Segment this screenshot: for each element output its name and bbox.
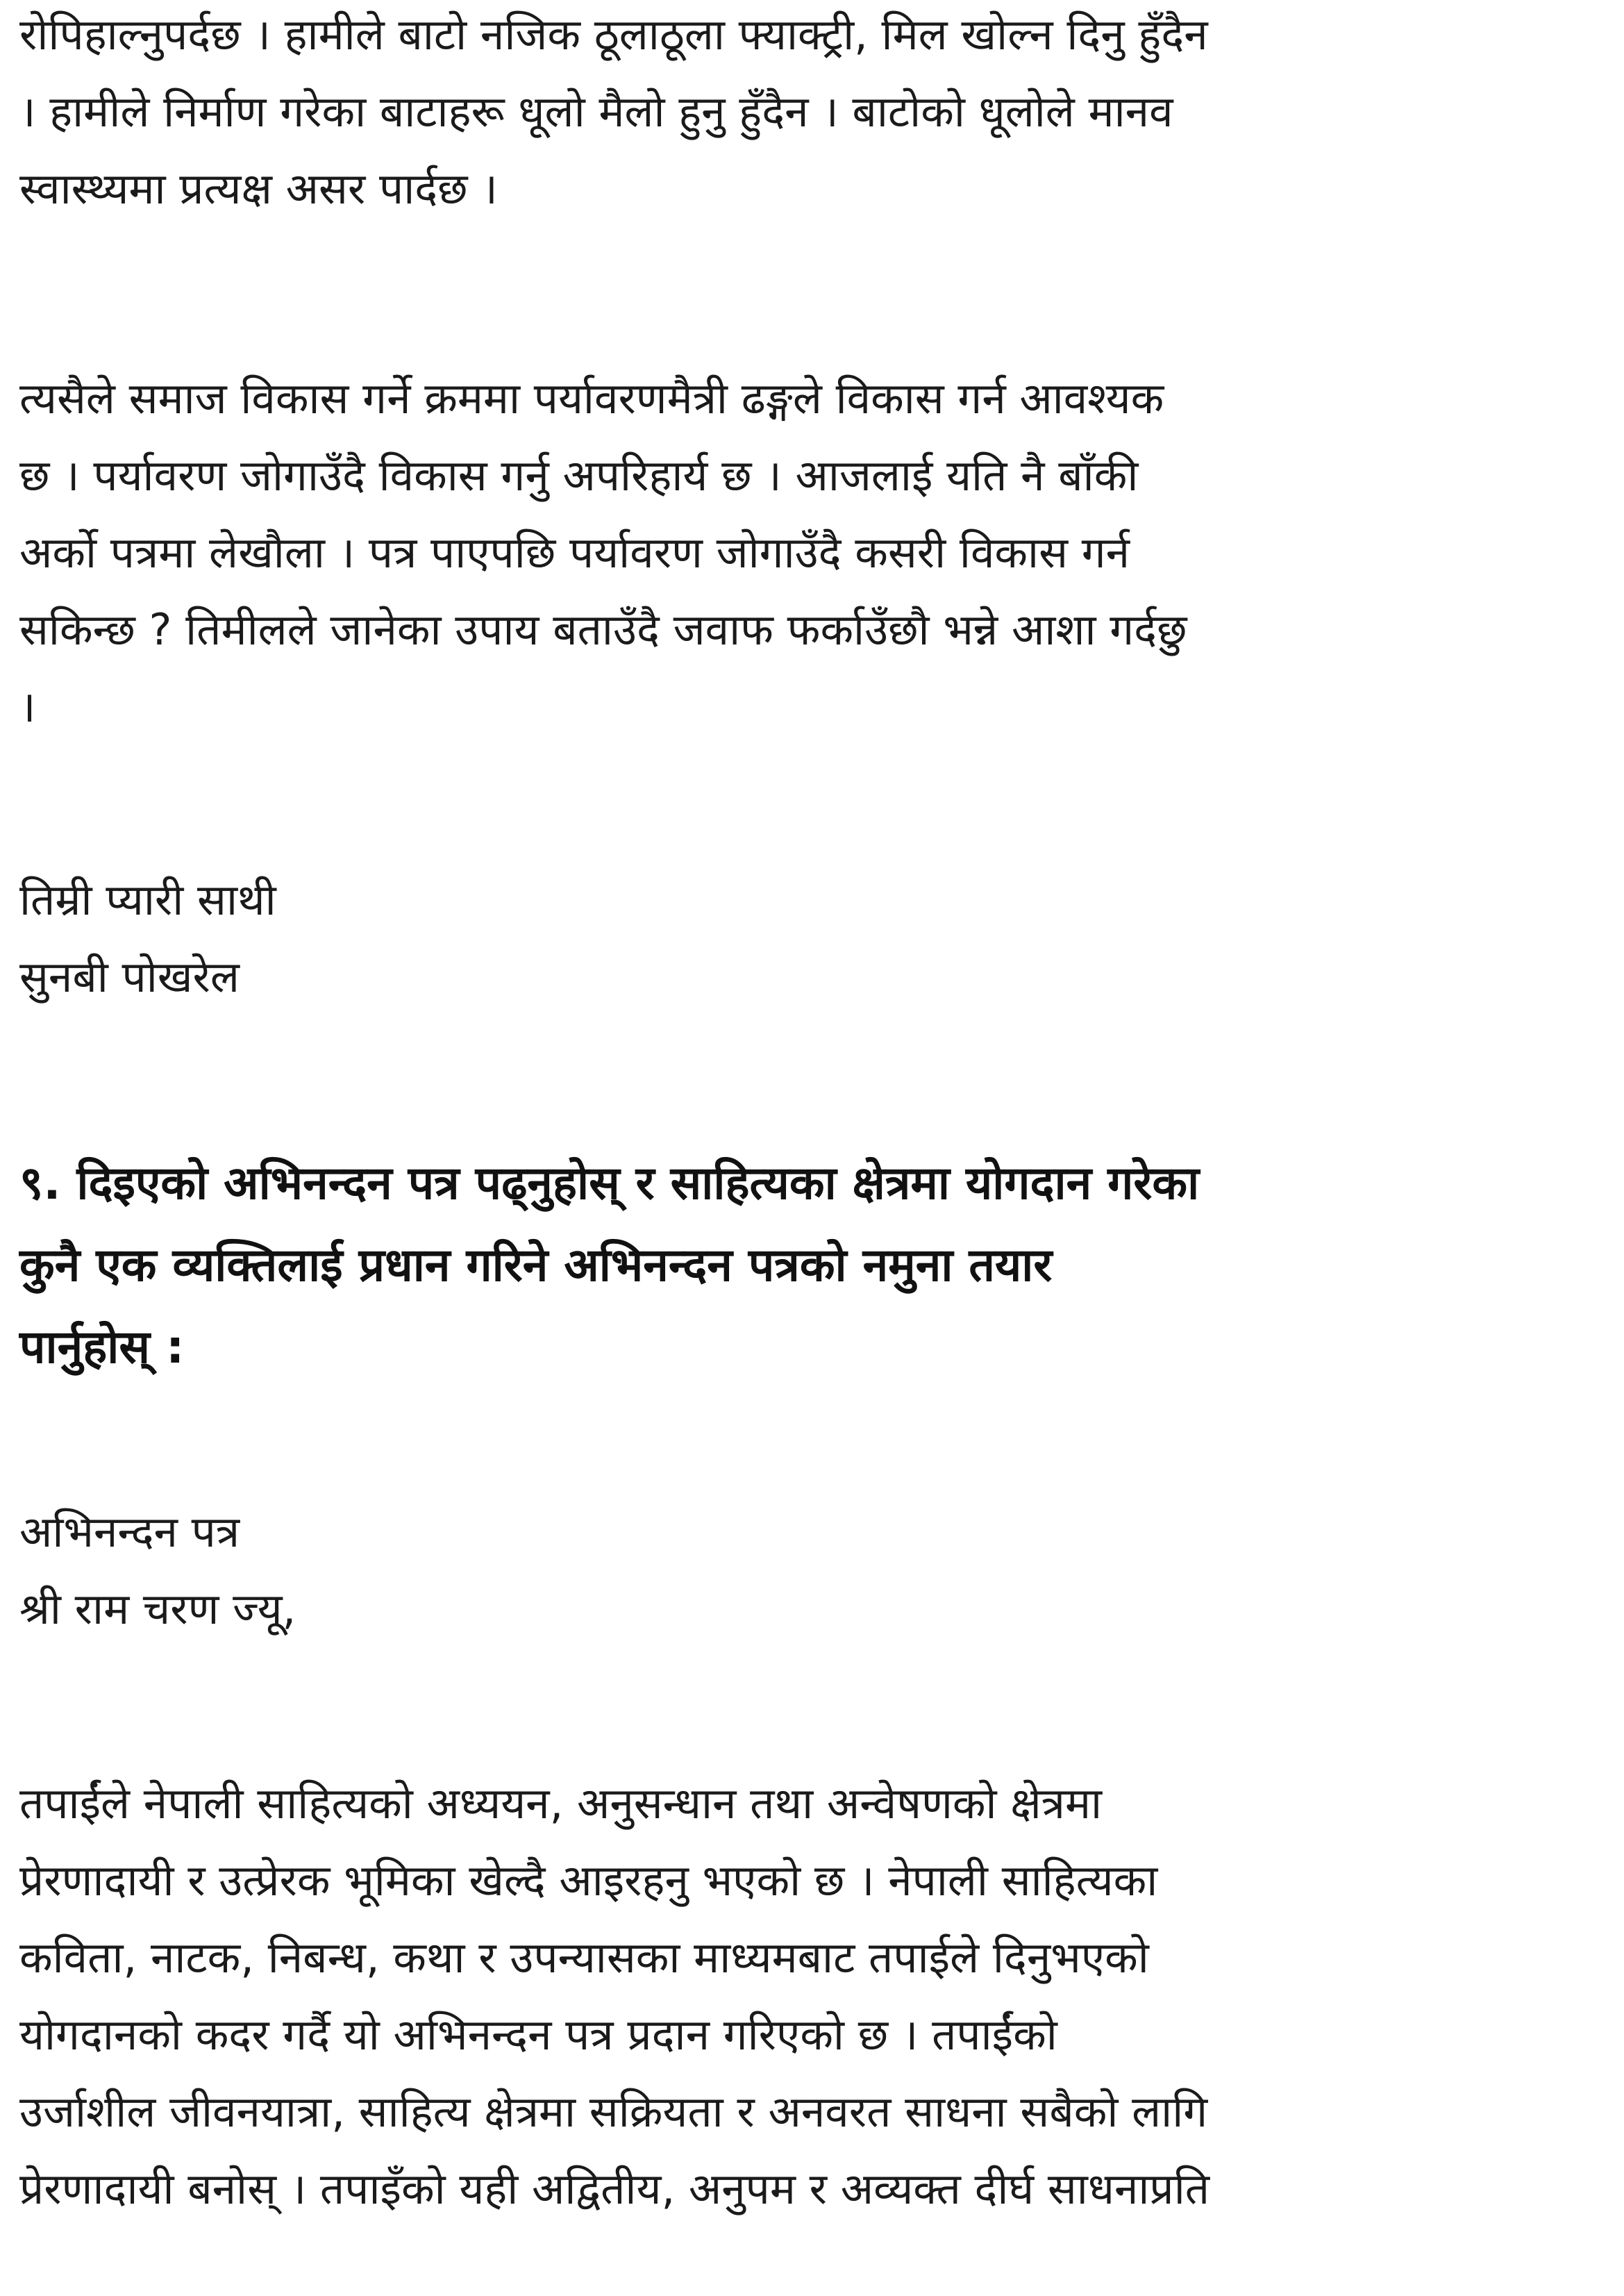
paragraph-line: त्यसैले समाज विकास गर्ने क्रममा पर्यावरणमैत्री ढङ्गले विकास गर्न आवश्यक: [19, 373, 1164, 424]
letter-body-line: योगदानको कदर गर्दै यो अभिनन्दन पत्र प्रदान गरिएको छ । तपाईंको: [19, 2009, 1057, 2060]
felicitation-letter-body: [19, 1765, 1609, 2227]
felicitation-letter-header: [19, 1493, 1609, 1647]
paragraph-road-dust: [19, 0, 1609, 227]
letter-body-line: प्रेरणादायी बनोस् । तपाइँको यही अद्वितीय, अनुपम र अव्यक्त दीर्घ साधनाप्रति: [19, 2163, 1210, 2214]
letter-body-line: प्रेरणादायी र उत्प्रेरक भूमिका खेल्दै आइरहनु भएको छ । नेपाली साहित्यका: [19, 1855, 1158, 1906]
paragraph-eco-development: [19, 360, 1609, 745]
question-line: ९. दिइएको अभिनन्दन पत्र पढ्नुहोस् र साहित्यका क्षेत्रमा योगदान गरेका: [19, 1156, 1200, 1210]
letter-body-line: कविता, नाटक, निबन्ध, कथा र उपन्यासका माध्यमबाट तपाईले दिनुभएको: [19, 1932, 1149, 1983]
paragraph-line: अर्को पत्रमा लेखौला । पत्र पाएपछि पर्यावरण जोगाउँदै कसरी विकास गर्न: [19, 527, 1130, 578]
question-line: कुनै एक व्यक्तिलाई प्रधान गरिने अभिनन्दन पत्रको नमुना तयार: [19, 1238, 1053, 1292]
letter-body-line: तपाईंले नेपाली साहित्यको अध्ययन, अनुसन्धान तथा अन्वेषणको क्षेत्रमा: [19, 1778, 1103, 1829]
paragraph-line: ।: [19, 681, 36, 732]
paragraph-line: । हामीले निर्माण गरेका बाटाहरू धूलो मैलो हुनु हुँदैन । बाटोको धूलोले मानव: [19, 86, 1173, 137]
signoff-closing: तिम्री प्यारी साथी: [19, 874, 276, 925]
question-line: पार्नुहोस् :: [19, 1320, 185, 1374]
signoff-name: सुनबी पोखरेल: [19, 951, 240, 1002]
paragraph-line: रोपिहाल्नुपर्दछ । हामीले बाटो नजिक ठूलाठूला फ्याक्ट्री, मिल खोल्न दिनु हुँदैन: [19, 9, 1208, 60]
question-heading: [19, 1142, 1609, 1388]
felicitation-letter-title: अभिनन्दन पत्र: [19, 1506, 240, 1557]
paragraph-line: सकिन्छ ? तिमीलले जानेका उपाय बताउँदै जवाफ फर्काउँछौ भन्ने आशा गर्दछु: [19, 604, 1187, 655]
paragraph-line: छ । पर्यावरण जोगाउँदै विकास गर्नु अपरिहार्य छ । आजलाई यति नै बाँकी: [19, 450, 1139, 501]
letter-body-line: उर्जाशील जीवनयात्रा, साहित्य क्षेत्रमा सक्रियता र अनवरत साधना सबैको लागि: [19, 2086, 1208, 2137]
document-page: [19, 0, 1609, 2296]
felicitation-letter-recipient: श्री राम चरण ज्यू,: [19, 1583, 296, 1634]
letter-signoff: [19, 861, 1609, 1015]
paragraph-line: स्वास्थ्यमा प्रत्यक्ष असर पार्दछ ।: [19, 163, 498, 214]
